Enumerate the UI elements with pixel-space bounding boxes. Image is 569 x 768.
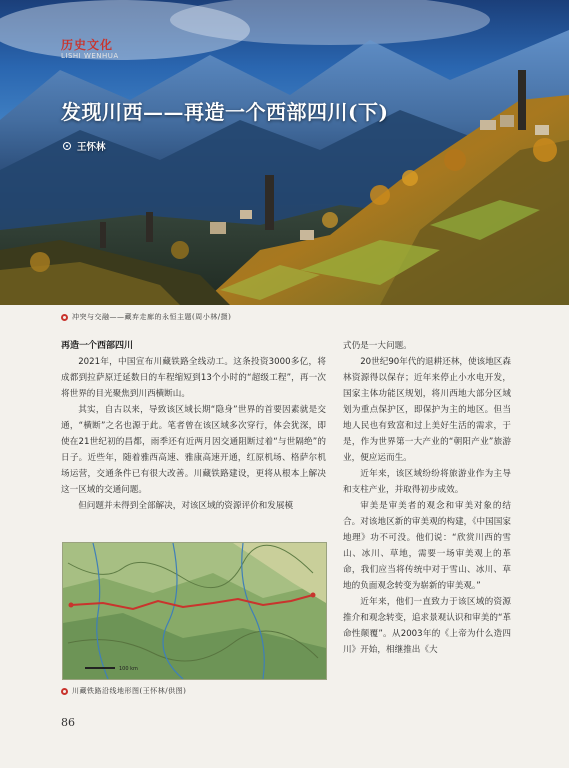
hero-photo bbox=[0, 0, 569, 305]
left-column bbox=[61, 338, 326, 514]
route-terrain-map bbox=[62, 542, 327, 680]
map-scale-label: 100 km bbox=[119, 666, 138, 672]
paragraph: 其实，自古以来，导致该区域长期“隐身”世界的首要因素就是交通，“横断”之名也源于此。笔者曾在该区域多次穿行，体会犹深，即使在21世纪初的昌都，雨季还有近两月因交通阻断过着“与世隔绝”的日子。近些年，随着雅西高速、雅康高速开通，红原机场、格萨尔机场运营，交通条件已有很大改善。川藏铁路建设，更将从根本上解决这一区域的交通问题。 bbox=[61, 405, 326, 495]
section-name: 历史文化 bbox=[61, 38, 114, 52]
author-name: 王怀林 bbox=[77, 142, 106, 153]
paragraph: 近年来，该区域纷纷将旅游业作为主导和支柱产业，并取得初步成效。 bbox=[343, 469, 511, 495]
photo-caption-text: 冲突与交融——藏弃走廊的永恒主题(周小林/摄) bbox=[72, 313, 232, 321]
author-bullet-icon bbox=[63, 142, 71, 150]
article-title: 发现川西——再造一个西部四川(下) bbox=[61, 100, 389, 124]
terrain-map-graphic bbox=[63, 543, 326, 679]
caption-bullet-icon bbox=[61, 314, 68, 321]
section-heading: 再造一个西部四川 bbox=[61, 341, 134, 351]
map-caption-text: 川藏铁路沿线地形图(王怀林/供图) bbox=[72, 687, 187, 695]
author-line bbox=[63, 139, 106, 153]
section-tag bbox=[61, 38, 119, 61]
photo-caption bbox=[61, 312, 231, 322]
map-caption bbox=[61, 686, 186, 696]
section-pinyin: LISHI WENHUA bbox=[61, 52, 119, 60]
caption-bullet-icon bbox=[61, 688, 68, 695]
right-column bbox=[343, 338, 511, 658]
paragraph: 2021年，中国宣布川藏铁路全线动工。这条投资3000多亿，将成都到拉萨原迁延数日的车程缩短到13个小时的“超级工程”，再一次将世界的目光聚焦到川西横断山。 bbox=[61, 357, 326, 399]
paragraph: 审美是审美者的观念和审美对象的结合。对该地区新的审美观的构建，《中国国家地理》功不可没。他们说：“欣赏川西的雪山、冰川、草地，需要一场审美观上的革命，我们应当将传统中对于雪山、冰川、草地的负面观念转变为崭新的审美观。” bbox=[343, 501, 511, 591]
paragraph: 近年来，他们一直致力于该区域的资源推介和观念转变，追求景观认识和审美的“革命性颠覆”。从2003年的《上帝为什么造四川》开始，相继推出《大 bbox=[343, 597, 511, 655]
page-number: 86 bbox=[61, 716, 75, 729]
paragraph: 20世纪90年代的退耕还林，使该地区森林资源得以保存；近年来停止小水电开发，国家主体功能区规划，将川西地大部分区域划为重点保护区，即保护为主的地区。但当地人民也有致富和过上美好生活的需求，于是，作为世界第一大产业的“朝阳产业”旅游业，便应运而生。 bbox=[343, 357, 511, 463]
paragraph: 式仍是一大问题。 bbox=[343, 341, 412, 351]
paragraph: 但问题并未得到全部解决，对该区域的资源评价和发展模 bbox=[78, 501, 294, 511]
